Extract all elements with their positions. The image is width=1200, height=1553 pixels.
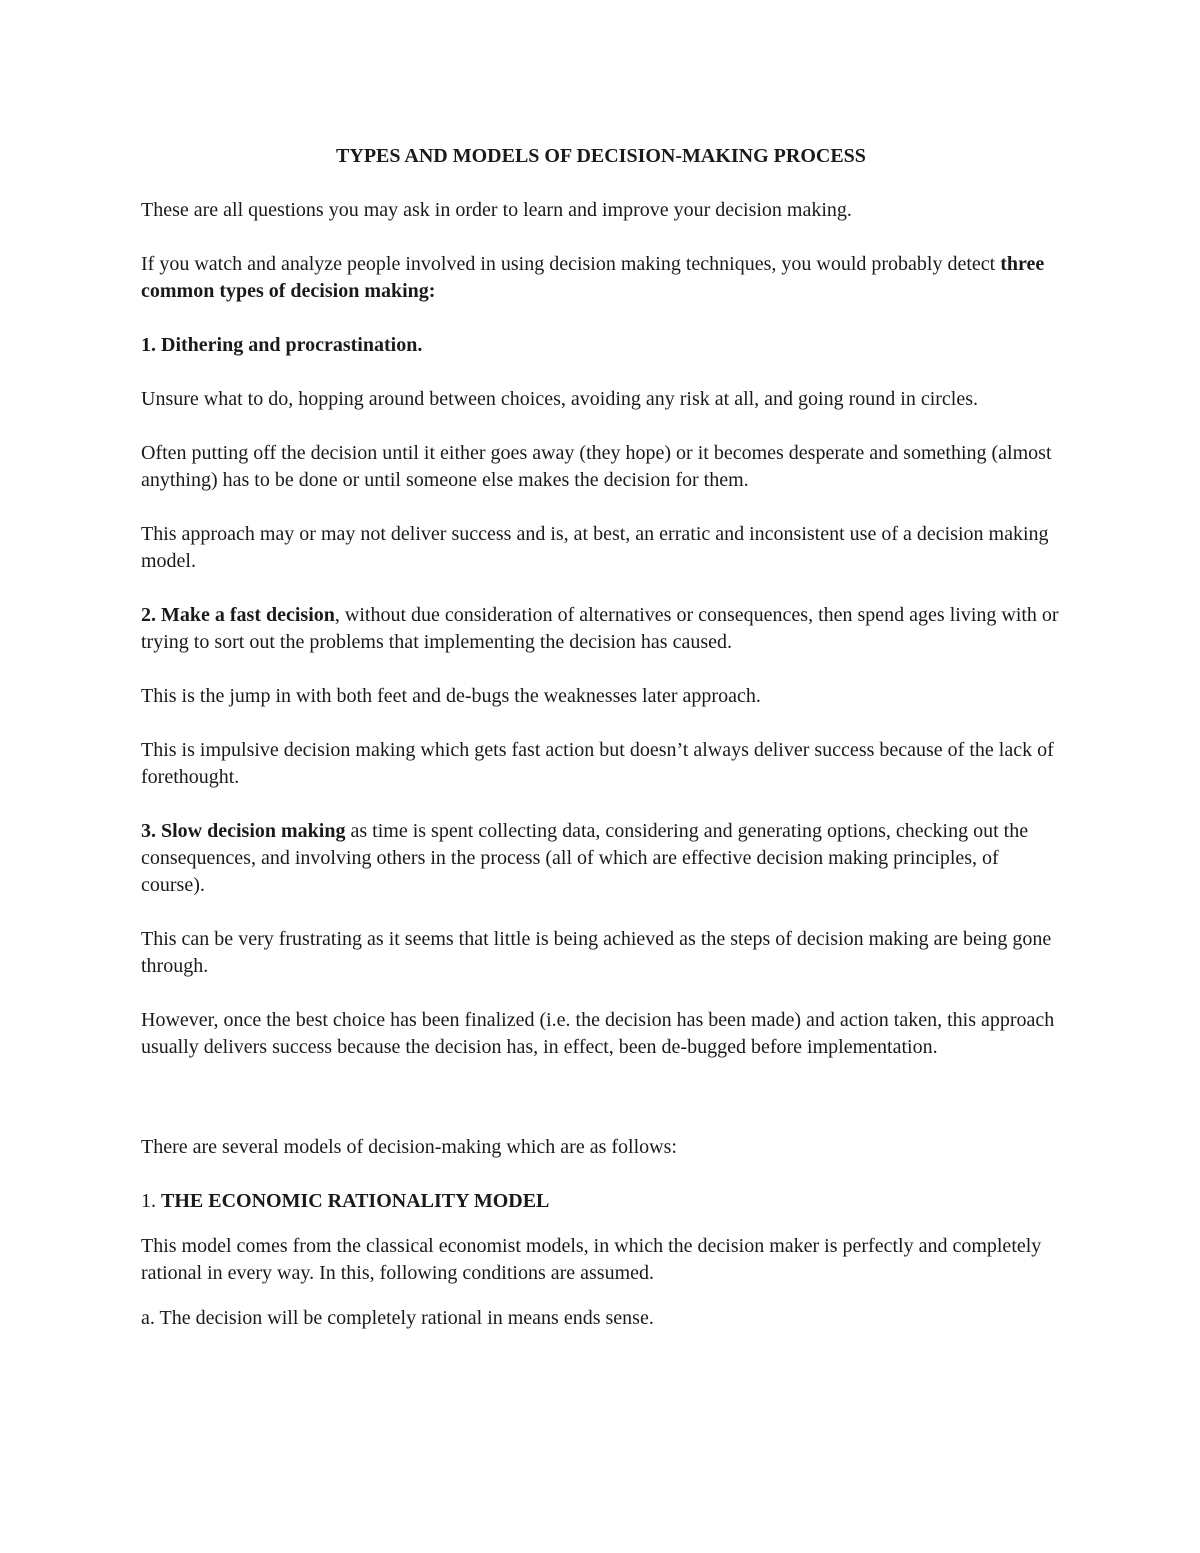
type1-paragraph-2: Often putting off the decision until it either goes away (they hope) or it becomes desperate and something (almost anything) has to be done or until someone else makes the decision for them. (141, 442, 1052, 491)
model1-number: 1. (141, 1190, 161, 1212)
type1-heading (141, 332, 1061, 359)
model1-heading (141, 1188, 1061, 1215)
intro-paragraph: These are all questions you may ask in order to learn and improve your decision making. (141, 199, 852, 221)
type1-paragraph-3: This approach may or may not deliver success and is, at best, an erratic and inconsistent use of a decision making model. (141, 523, 1049, 572)
types-lead-bold: three common types of decision making: (141, 253, 1045, 302)
types-lead-text: If you watch and analyze people involved in using decision making techniques, you would probably detect (141, 253, 1001, 275)
model1-description: This model comes from the classical economist models, in which the decision maker is perfectly and completely rational in every way. In this, following conditions are assumed. (141, 1235, 1042, 1284)
type2-bold: 2. Make a fast decision (141, 604, 335, 626)
type2-paragraph-2: This is impulsive decision making which gets fast action but doesn’t always deliver success because of the lack of forethought. (141, 739, 1054, 788)
type1-heading-text: 1. Dithering and procrastination. (141, 334, 423, 356)
type3-paragraph-1: This can be very frustrating as it seems that little is being achieved as the steps of decision making are being gone through. (141, 928, 1052, 977)
type2-text: , without due consideration of alternatives or consequences, then spend ages living with or trying to sort out the problems that implementing the decision has caused. (141, 604, 1059, 653)
type3-paragraph (141, 818, 1061, 899)
document-page (141, 143, 1061, 1359)
type3-text: as time is spent collecting data, considering and generating options, checking out the consequences, and involving others in the process (all of which are effective decision making principles, of course). (141, 820, 1029, 896)
type3-bold: 3. Slow decision making (141, 820, 346, 842)
type3-paragraph-2: However, once the best choice has been finalized (i.e. the decision has been made) and action taken, this approach usually delivers success because the decision has, in effect, been de-bugged before implementation. (141, 1009, 1055, 1058)
type1-paragraph-1: Unsure what to do, hopping around between choices, avoiding any risk at all, and going round in circles. (141, 388, 979, 410)
models-intro: There are several models of decision-making which are as follows: (141, 1136, 677, 1158)
model1-heading-text: THE ECONOMIC RATIONALITY MODEL (161, 1190, 550, 1212)
types-lead-paragraph (141, 251, 1061, 305)
type2-paragraph-1: This is the jump in with both feet and de-bugs the weaknesses later approach. (141, 685, 761, 707)
model1-condition-a: a. The decision will be completely rational in means ends sense. (141, 1307, 654, 1329)
type2-paragraph (141, 602, 1061, 656)
document-title: TYPES AND MODELS OF DECISION-MAKING PROCESS (336, 145, 866, 167)
